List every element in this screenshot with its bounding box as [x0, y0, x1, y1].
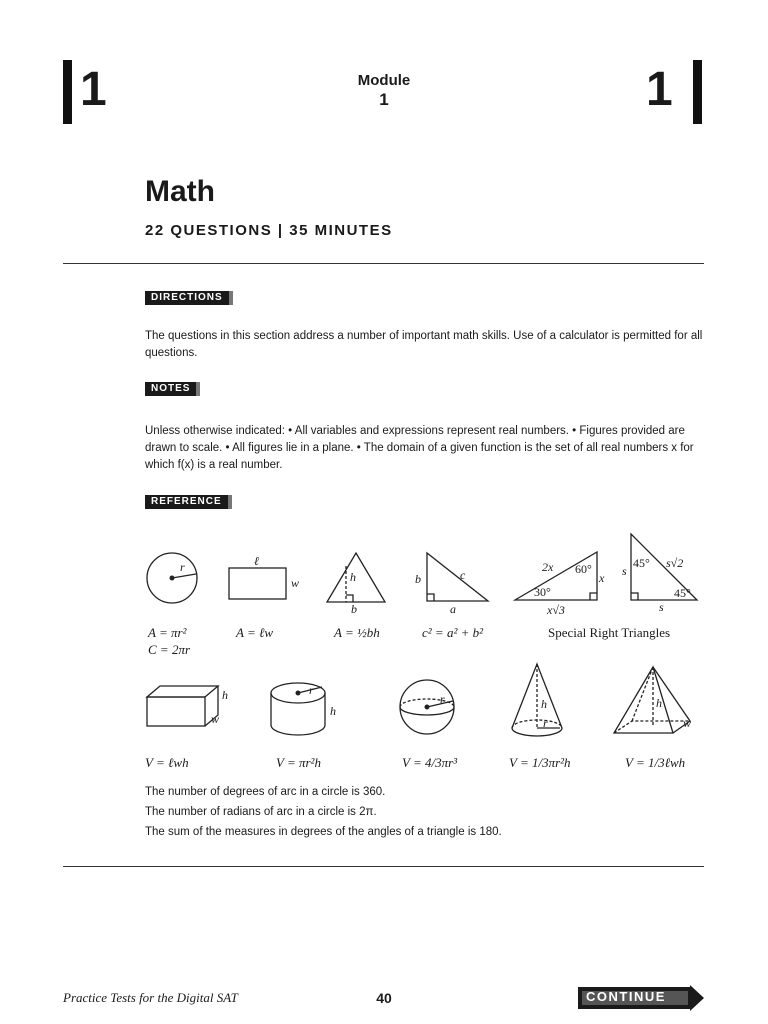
box-h-label: h — [222, 688, 228, 702]
t45-s-bottom-label: s — [659, 600, 664, 614]
tri-h-label: h — [350, 570, 356, 584]
pyramid-figure — [614, 667, 673, 733]
right-c-label: c — [460, 568, 466, 582]
rect-l-label: ℓ — [254, 554, 259, 568]
rectangle-area-formula: A = ℓw — [236, 625, 274, 640]
box-w-label: w — [211, 712, 220, 726]
triangle-figure — [327, 553, 385, 602]
tri-b-label: b — [351, 602, 357, 616]
notes-text: Unless otherwise indicated: • All variables and expressions represent real numbers. • Figures provided are drawn to scale. • All figures lie in a plane. • The domain of a given function is the set of all real numbers x for which f(x) is a real number. — [145, 425, 694, 471]
pyramid-volume-formula: V = 1/3ℓwh — [625, 755, 686, 770]
circle-circumference-formula: C = 2πr — [148, 642, 191, 657]
special-right-triangles-caption: Special Right Triangles — [548, 625, 671, 640]
section-subtitle: 22 QUESTIONS | 35 MINUTES — [145, 222, 393, 239]
footer-page-number: 40 — [376, 990, 392, 1006]
continue-button[interactable] — [578, 985, 704, 1011]
reference-label: REFERENCE — [145, 495, 232, 509]
pyr-h-label: h — [656, 696, 662, 710]
t3060-60-label: 60° — [575, 562, 592, 576]
cone-volume-formula: V = 1/3πr²h — [509, 755, 571, 770]
t3060-xr3-label: x√3 — [547, 603, 565, 617]
right-b-label: b — [415, 572, 421, 586]
directions-label: DIRECTIONS — [145, 291, 233, 305]
right-a-label: a — [450, 602, 456, 616]
t45-s-left-label: s — [622, 564, 627, 578]
pythagorean-formula: c² = a² + b² — [422, 625, 484, 640]
bottom-divider — [63, 866, 704, 867]
sph-r-label: r — [440, 692, 445, 706]
footer-book-title: Practice Tests for the Digital SAT — [63, 990, 238, 1005]
cyl-r-label: r — [309, 683, 314, 697]
fact-radians: The number of radians of arc in a circle is 2π. — [145, 806, 377, 818]
cylinder-volume-formula: V = πr²h — [276, 755, 321, 770]
fact-degrees: The number of degrees of arc in a circle is 360. — [145, 786, 386, 798]
cyl-h-label: h — [330, 704, 336, 718]
module-label: Module — [357, 72, 411, 89]
rectangle-figure — [229, 568, 286, 599]
cone-h-label: h — [541, 697, 547, 711]
box-volume-formula: V = ℓwh — [145, 755, 189, 770]
right-triangle-figure — [427, 553, 488, 601]
rect-w-label: w — [291, 576, 300, 590]
directions-text: The questions in this section address a number of important math skills. Use of a calculator is permitted for all questions. — [145, 330, 703, 359]
sphere-volume-formula: V = 4/3πr³ — [402, 755, 458, 770]
module-number-left: 1 — [80, 63, 107, 116]
module-number-center: 1 — [379, 90, 389, 109]
fact-triangle-sum: The sum of the measures in degrees of the angles of a triangle is 180. — [145, 826, 502, 838]
pyr-w-label: w — [683, 716, 692, 730]
t3060-2x-label: 2x — [542, 560, 554, 574]
t45-sr2-label: s√2 — [666, 556, 684, 570]
circle-area-formula: A = πr² — [148, 625, 187, 640]
circle-r-label: r — [180, 560, 185, 574]
notes-label: NOTES — [145, 382, 200, 396]
triangle-area-formula: A = ½bh — [334, 625, 380, 640]
rectangular-prism-figure — [147, 686, 218, 697]
t3060-30-label: 30° — [534, 585, 551, 599]
t45-45-right-label: 45° — [674, 586, 691, 600]
module-number-right: 1 — [646, 63, 673, 116]
t45-45-top-label: 45° — [633, 556, 650, 570]
continue-label: CONTINUE — [586, 989, 666, 1004]
t3060-x-label: x — [599, 571, 605, 585]
cone-r-label: r — [543, 716, 548, 730]
section-title: Math — [145, 175, 215, 208]
